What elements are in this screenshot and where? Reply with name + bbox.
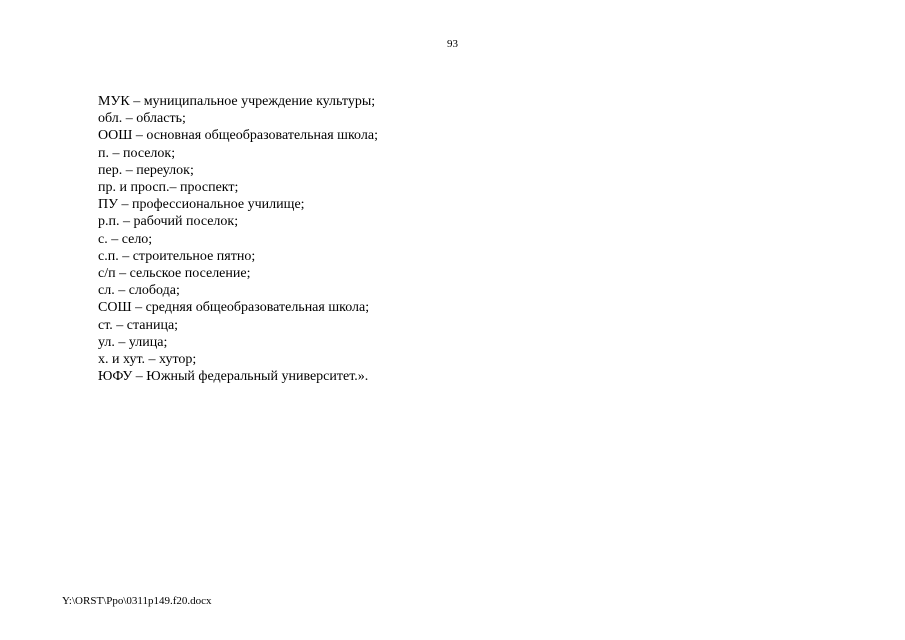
list-item: пер. – переулок; xyxy=(98,162,194,178)
list-item: ст. – станица; xyxy=(98,317,179,333)
list-item: ЮФУ – Южный федеральный университет.». xyxy=(98,369,369,385)
page-number: 93 xyxy=(447,38,458,50)
list-item: ООШ – основная общеобразовательная школа; xyxy=(98,128,378,144)
list-item: СОШ – средняя общеобразовательная школа; xyxy=(98,300,370,316)
list-item: пр. и просп.– проспект; xyxy=(98,180,239,196)
list-item: п. – поселок; xyxy=(98,145,176,161)
list-item: МУК – муниципальное учреждение культуры; xyxy=(98,94,376,109)
list-item: с.п. – строительное пятно; xyxy=(98,248,256,264)
list-item: с/п – сельское поселение; xyxy=(98,266,251,282)
abbreviation-list xyxy=(98,93,378,385)
list-item: ул. – улица; xyxy=(98,334,168,350)
footer-file-path: Y:\ORST\Ppo\0311p149.f20.docx xyxy=(62,595,212,607)
list-item: х. и хут. – хутор; xyxy=(98,352,197,368)
list-item: сл. – слобода; xyxy=(98,283,180,299)
list-item: ПУ – профессиональное училище; xyxy=(98,197,305,213)
list-item: обл. – область; xyxy=(98,111,186,127)
list-item: с. – село; xyxy=(98,231,153,247)
list-item: р.п. – рабочий поселок; xyxy=(98,214,239,230)
